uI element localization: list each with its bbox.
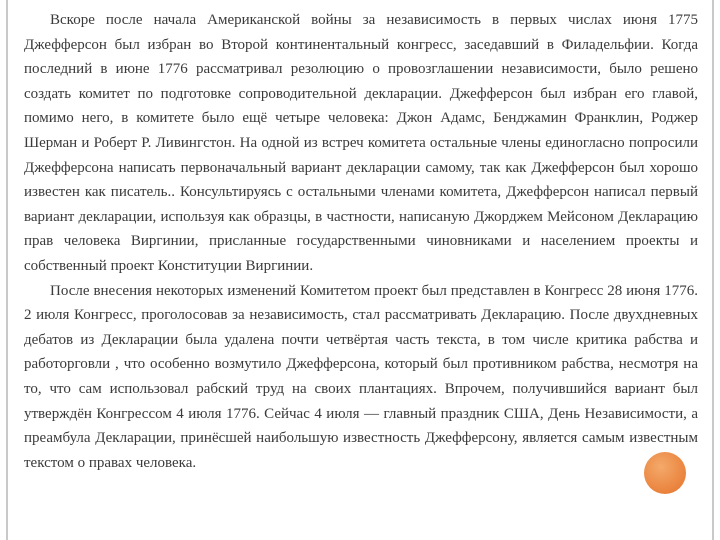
paragraph-1: Вскоре после начала Американской войны за независимость в первых числах июня 1775 Джефферсон был избран во Второй континентальный конгресс, заседавший в Филадельфии. Когда последний в июне 1776 рассматривал резолюцию о провозглашении независимости, было решено создать комитет по подготовке сопроводительной декларации. Джефферсон был избран его главой, помимо него, в комитете было ещё четыре человека: Джон Адамс, Бенджамин Франклин, Роджер Шерман и Роберт Р. Ливингстон. На одной из встреч комитета остальные члены единогласно попросили Джефферсона написать первоначальный вариант декларации самому, так как Джефферсон был хорошо известен как писатель.. Консультируясь с остальными членами комитета, Джефферсон написал первый вариант декларации, используя как образцы, в частности, написаную Джорджем Мейсоном Декларацию прав человека Виргинии, присланные государственными чиновниками и населением проекты и собственный проект Конституции Виргинии. <box>24 12 698 274</box>
orange-circle-decoration <box>644 452 686 494</box>
left-border-rule <box>6 0 8 540</box>
body-text <box>24 8 698 475</box>
paragraph-2: После внесения некоторых изменений Комитетом проект был представлен в Конгресс 28 июня 1776. 2 июля Конгресс, проголосовав за независимость, стал рассматривать Декларацию. После двухдневных дебатов из Декларации была удалена почти четвёртая часть текста, в том числе критика рабства и работорговли , что особенно возмутило Джефферсона, который был противником рабства, несмотря на то, что сам использовал рабский труд на своих плантациях. Впрочем, получившийся вариант был утверждён Конгрессом 4 июля 1776. Сейчас 4 июля — главный праздник США, День Независимости, а преамбула Декларации, принёсшей наибольшую известность Джефферсону, является самым известным текстом о правах человека. <box>24 282 698 471</box>
right-border-rule <box>712 0 714 540</box>
